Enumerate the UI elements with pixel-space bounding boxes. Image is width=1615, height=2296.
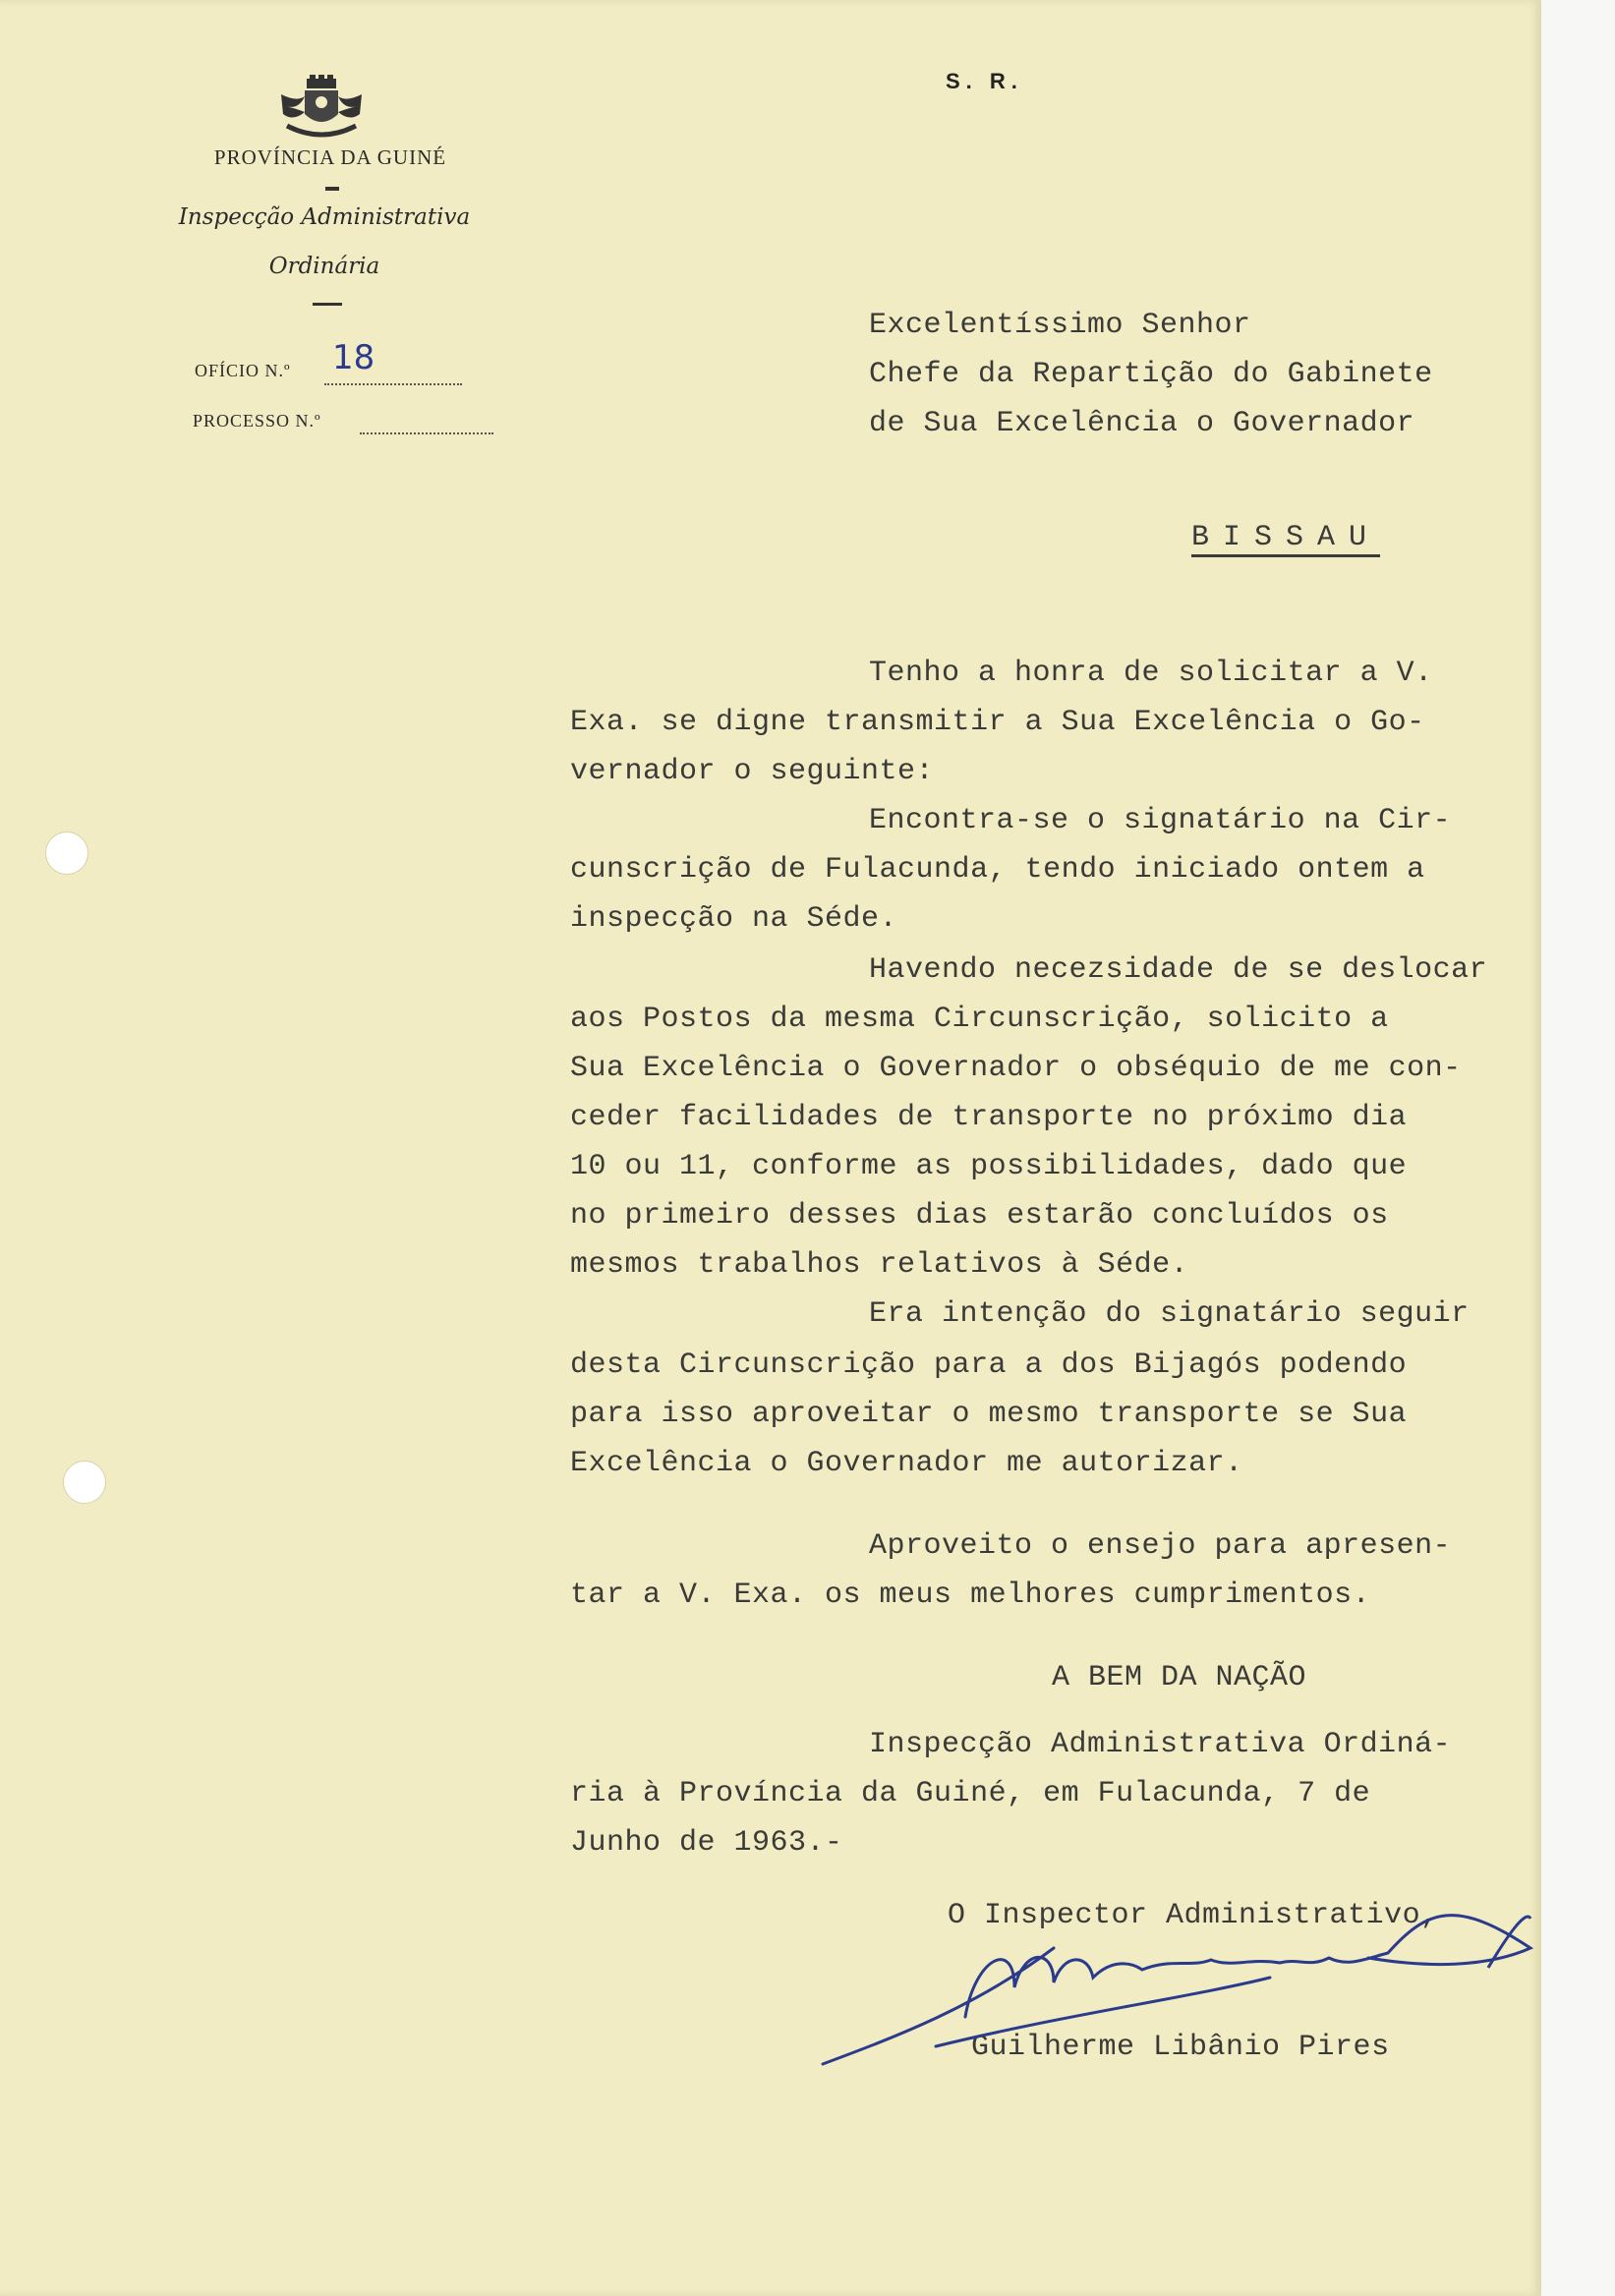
signatory-name: Guilherme Libânio Pires [971, 2031, 1390, 2064]
body-line: Tenho a honra de solicitar a V. [869, 657, 1433, 690]
handwritten-signature [818, 1899, 1535, 2076]
body-line: desta Circunscrição para a dos Bijagós podendo [570, 1349, 1408, 1382]
place-date-line-1: Inspecção Administrativa Ordiná- [869, 1728, 1452, 1761]
body-line: Encontra-se o signatário na Cir- [869, 804, 1452, 837]
body-line: cunscrição de Fulacunda, tendo iniciado ontem a [570, 853, 1425, 887]
oficio-number: 18 [332, 338, 375, 377]
department-line-2: Ordinária [268, 254, 380, 279]
body-line: aos Postos da mesma Circunscrição, solicito a [570, 1003, 1389, 1036]
body-line: 10 ou 11, conforme as possibilidades, dado que [570, 1150, 1408, 1183]
classification-mark: S. R. [946, 69, 1023, 93]
body-line: tar a V. Exa. os meus melhores cumprimentos. [570, 1578, 1371, 1612]
body-line: para isso aproveitar o mesmo transporte se Sua [570, 1398, 1408, 1431]
body-line: mesmos trabalhos relativos à Séde. [570, 1248, 1189, 1282]
addressee-city: BISSAU [1191, 521, 1381, 554]
body-line: Aproveito o ensejo para apresen- [869, 1529, 1452, 1563]
place-date-line-2: ria à Província da Guiné, em Fulacunda, 7 de [570, 1777, 1371, 1810]
header-divider [325, 187, 339, 191]
scan-margin [1541, 0, 1615, 2296]
signatory-title: O Inspector Administrativo, [948, 1899, 1439, 1932]
body-line: inspecção na Séde. [570, 902, 898, 936]
place-date-line-3: Junho de 1963.- [570, 1826, 843, 1860]
addressee-line-3: de Sua Excelência o Governador [869, 407, 1415, 440]
body-line: Era intenção do signatário seguir [869, 1297, 1470, 1331]
body-line: Havendo necezsidade de se deslocar [869, 953, 1488, 987]
punch-hole-bottom [63, 1461, 106, 1504]
body-line: vernador o seguinte: [570, 755, 935, 788]
province-heading: PROVÍNCIA DA GUINÉ [213, 145, 447, 169]
body-line: ceder facilidades de transporte no próximo dia [570, 1101, 1408, 1134]
processo-dotted-line [360, 432, 493, 434]
addressee-line-1: Excelentíssimo Senhor [869, 309, 1251, 342]
department-line-1: Inspecção Administrativa [178, 204, 471, 230]
oficio-label: OFÍCIO N.º [195, 361, 291, 380]
closing-motto: A BEM DA NAÇÃO [1052, 1661, 1307, 1694]
oficio-dotted-line [324, 383, 462, 385]
body-line: Excelência o Governador me autorizar. [570, 1447, 1243, 1480]
body-line: Exa. se digne transmitir a Sua Excelência o Go- [570, 706, 1425, 739]
coat-of-arms-icon [277, 75, 366, 140]
header-divider-2 [313, 303, 342, 306]
addressee-line-2: Chefe da Repartição do Gabinete [869, 358, 1433, 391]
body-line: no primeiro desses dias estarão concluídos os [570, 1199, 1389, 1233]
processo-label: PROCESSO N.º [193, 411, 321, 430]
punch-hole-top [45, 832, 88, 875]
body-line: Sua Excelência o Governador o obséquio de me con- [570, 1052, 1462, 1085]
